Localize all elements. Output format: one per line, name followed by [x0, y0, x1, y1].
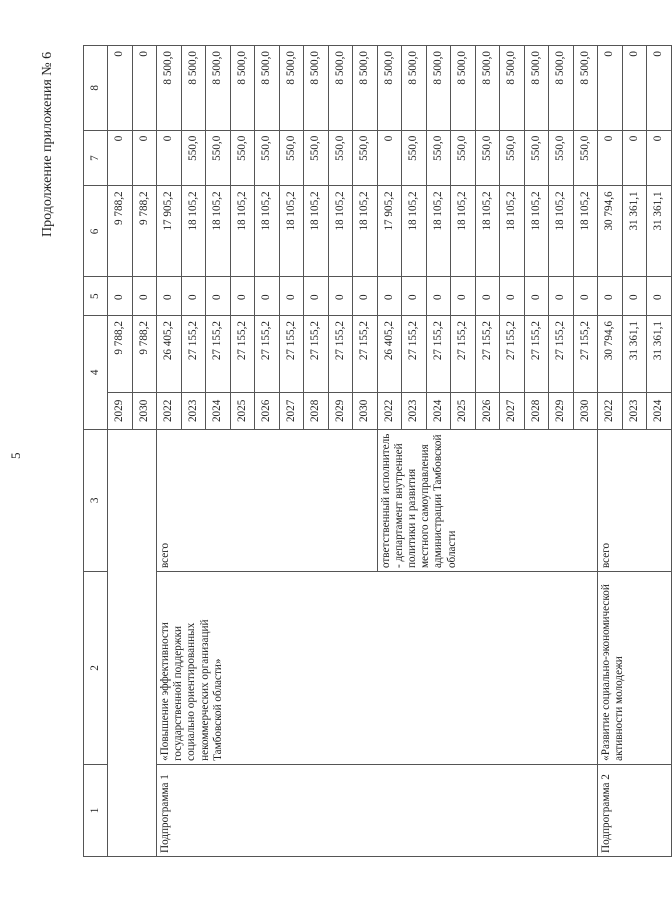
local-amount-cell: 550,0: [451, 130, 476, 186]
local-amount-cell: 550,0: [328, 130, 353, 186]
extrabudget-amount-cell: 8 500,0: [353, 46, 378, 131]
continuation-caption: Продолжение приложения № 6: [40, 51, 55, 237]
regional-amount-cell: 18 105,2: [353, 186, 378, 277]
year-cell: 2024: [206, 393, 231, 429]
extrabudget-amount-cell: 8 500,0: [255, 46, 280, 131]
year-cell: 2025: [451, 393, 476, 429]
total-amount-cell: 26 405,2: [377, 316, 402, 393]
subprogram-name: «Повышение эффективности государственной поддержки социально ориентированных некоммерческих организаций Тамбовской области»: [157, 572, 598, 765]
regional-amount-cell: 18 105,2: [549, 186, 574, 277]
total-amount-cell: 31 361,1: [622, 316, 647, 393]
header-cell: 1: [84, 764, 108, 856]
year-cell: 2027: [500, 393, 525, 429]
federal-amount-cell: 0: [181, 277, 206, 316]
year-cell: 2029: [328, 393, 353, 429]
local-amount-cell: 550,0: [353, 130, 378, 186]
regional-amount-cell: 9 788,2: [132, 186, 157, 277]
total-amount-cell: 27 155,2: [304, 316, 329, 393]
table-row: [157, 46, 182, 857]
header-cell: 7: [84, 130, 108, 186]
regional-amount-cell: 9 788,2: [108, 186, 133, 277]
regional-amount-cell: 18 105,2: [328, 186, 353, 277]
total-label: всего: [157, 429, 378, 571]
extrabudget-amount-cell: 8 500,0: [549, 46, 574, 131]
local-amount-cell: 550,0: [549, 130, 574, 186]
total-amount-cell: 27 155,2: [549, 316, 574, 393]
blank-cell: [108, 429, 157, 856]
regional-amount-cell: 18 105,2: [279, 186, 304, 277]
regional-amount-cell: 18 105,2: [255, 186, 280, 277]
local-amount-cell: 550,0: [304, 130, 329, 186]
year-cell: 2027: [279, 393, 304, 429]
extrabudget-amount-cell: 8 500,0: [402, 46, 427, 131]
regional-amount-cell: 18 105,2: [500, 186, 525, 277]
extrabudget-amount-cell: 0: [647, 46, 672, 131]
extrabudget-amount-cell: 0: [598, 46, 623, 131]
year-cell: 2029: [549, 393, 574, 429]
extrabudget-amount-cell: 0: [108, 46, 133, 131]
year-cell: 2023: [181, 393, 206, 429]
local-amount-cell: 550,0: [426, 130, 451, 186]
regional-amount-cell: 18 105,2: [181, 186, 206, 277]
regional-amount-cell: 18 105,2: [206, 186, 231, 277]
total-amount-cell: 27 155,2: [402, 316, 427, 393]
federal-amount-cell: 0: [622, 277, 647, 316]
regional-amount-cell: 31 361,1: [622, 186, 647, 277]
year-cell: 2029: [108, 393, 133, 429]
local-amount-cell: 550,0: [500, 130, 525, 186]
local-amount-cell: 550,0: [573, 130, 598, 186]
header-cell: 3: [84, 429, 108, 571]
regional-amount-cell: 17 905,2: [377, 186, 402, 277]
subprogram-label: Подпрограмма 1: [157, 764, 598, 856]
extrabudget-amount-cell: 8 500,0: [377, 46, 402, 131]
federal-amount-cell: 0: [451, 277, 476, 316]
extrabudget-amount-cell: 8 500,0: [328, 46, 353, 131]
local-amount-cell: 550,0: [255, 130, 280, 186]
total-amount-cell: 27 155,2: [328, 316, 353, 393]
federal-amount-cell: 0: [328, 277, 353, 316]
total-amount-cell: 27 155,2: [475, 316, 500, 393]
page-number: 5: [8, 452, 23, 459]
total-label: всего: [598, 429, 672, 571]
local-amount-cell: 0: [377, 130, 402, 186]
total-amount-cell: 9 788,2: [132, 316, 157, 393]
total-amount-cell: 27 155,2: [573, 316, 598, 393]
year-cell: 2024: [426, 393, 451, 429]
year-cell: 2028: [304, 393, 329, 429]
subprogram-name: «Развитие социально-экономической активности молодежи: [598, 572, 672, 765]
year-cell: 2026: [255, 393, 280, 429]
extrabudget-amount-cell: 8 500,0: [475, 46, 500, 131]
local-amount-cell: 0: [622, 130, 647, 186]
federal-amount-cell: 0: [500, 277, 525, 316]
federal-amount-cell: 0: [524, 277, 549, 316]
total-amount-cell: 27 155,2: [181, 316, 206, 393]
local-amount-cell: 550,0: [230, 130, 255, 186]
extrabudget-amount-cell: 8 500,0: [500, 46, 525, 131]
total-amount-cell: 27 155,2: [500, 316, 525, 393]
table-row: [108, 46, 133, 857]
header-cell: 6: [84, 186, 108, 277]
header-cell: 8: [84, 46, 108, 131]
regional-amount-cell: 18 105,2: [524, 186, 549, 277]
local-amount-cell: 0: [598, 130, 623, 186]
federal-amount-cell: 0: [206, 277, 231, 316]
total-amount-cell: 27 155,2: [451, 316, 476, 393]
regional-amount-cell: 31 361,1: [647, 186, 672, 277]
total-amount-cell: 27 155,2: [426, 316, 451, 393]
year-cell: 2030: [353, 393, 378, 429]
regional-amount-cell: 17 905,2: [157, 186, 182, 277]
federal-amount-cell: 0: [402, 277, 427, 316]
total-amount-cell: 27 155,2: [279, 316, 304, 393]
year-cell: 2025: [230, 393, 255, 429]
local-amount-cell: 0: [157, 130, 182, 186]
local-amount-cell: 550,0: [181, 130, 206, 186]
regional-amount-cell: 18 105,2: [573, 186, 598, 277]
federal-amount-cell: 0: [157, 277, 182, 316]
extrabudget-amount-cell: 8 500,0: [304, 46, 329, 131]
total-amount-cell: 27 155,2: [255, 316, 280, 393]
year-cell: 2023: [402, 393, 427, 429]
year-cell: 2022: [377, 393, 402, 429]
year-cell: 2026: [475, 393, 500, 429]
federal-amount-cell: 0: [475, 277, 500, 316]
extrabudget-amount-cell: 8 500,0: [181, 46, 206, 131]
extrabudget-amount-cell: 0: [132, 46, 157, 131]
year-cell: 2030: [132, 393, 157, 429]
federal-amount-cell: 0: [279, 277, 304, 316]
regional-amount-cell: 18 105,2: [304, 186, 329, 277]
table-row: [598, 46, 623, 857]
local-amount-cell: 0: [647, 130, 672, 186]
total-amount-cell: 27 155,2: [206, 316, 231, 393]
federal-amount-cell: 0: [132, 277, 157, 316]
extrabudget-amount-cell: 8 500,0: [230, 46, 255, 131]
regional-amount-cell: 18 105,2: [475, 186, 500, 277]
regional-amount-cell: 18 105,2: [426, 186, 451, 277]
year-cell: 2028: [524, 393, 549, 429]
local-amount-cell: 550,0: [402, 130, 427, 186]
local-amount-cell: 550,0: [206, 130, 231, 186]
total-amount-cell: 27 155,2: [230, 316, 255, 393]
extrabudget-amount-cell: 0: [622, 46, 647, 131]
total-amount-cell: 27 155,2: [353, 316, 378, 393]
year-cell: 2024: [647, 393, 672, 429]
total-amount-cell: 31 361,1: [647, 316, 672, 393]
extrabudget-amount-cell: 8 500,0: [426, 46, 451, 131]
extrabudget-amount-cell: 8 500,0: [157, 46, 182, 131]
year-cell: 2030: [573, 393, 598, 429]
local-amount-cell: 550,0: [279, 130, 304, 186]
federal-amount-cell: 0: [598, 277, 623, 316]
local-amount-cell: 550,0: [475, 130, 500, 186]
federal-amount-cell: 0: [353, 277, 378, 316]
year-cell: 2022: [157, 393, 182, 429]
local-amount-cell: 550,0: [524, 130, 549, 186]
federal-amount-cell: 0: [573, 277, 598, 316]
year-cell: 2023: [622, 393, 647, 429]
header-cell: 4: [84, 316, 108, 430]
federal-amount-cell: 0: [549, 277, 574, 316]
federal-amount-cell: 0: [255, 277, 280, 316]
funding-table: [83, 45, 672, 857]
federal-amount-cell: 0: [426, 277, 451, 316]
total-amount-cell: 26 405,2: [157, 316, 182, 393]
extrabudget-amount-cell: 8 500,0: [573, 46, 598, 131]
total-amount-cell: 30 794,6: [598, 316, 623, 393]
federal-amount-cell: 0: [647, 277, 672, 316]
federal-amount-cell: 0: [377, 277, 402, 316]
local-amount-cell: 0: [132, 130, 157, 186]
extrabudget-amount-cell: 8 500,0: [279, 46, 304, 131]
regional-amount-cell: 18 105,2: [230, 186, 255, 277]
extrabudget-amount-cell: 8 500,0: [524, 46, 549, 131]
regional-amount-cell: 18 105,2: [402, 186, 427, 277]
extrabudget-amount-cell: 8 500,0: [206, 46, 231, 131]
regional-amount-cell: 30 794,6: [598, 186, 623, 277]
total-amount-cell: 9 788,2: [108, 316, 133, 393]
federal-amount-cell: 0: [230, 277, 255, 316]
header-cell: 2: [84, 572, 108, 765]
federal-amount-cell: 0: [108, 277, 133, 316]
header-row: [84, 46, 108, 857]
total-amount-cell: 27 155,2: [524, 316, 549, 393]
regional-amount-cell: 18 105,2: [451, 186, 476, 277]
year-cell: 2022: [598, 393, 623, 429]
subprogram-label: Подпрограмма 2: [598, 764, 672, 856]
federal-amount-cell: 0: [304, 277, 329, 316]
extrabudget-amount-cell: 8 500,0: [451, 46, 476, 131]
header-cell: 5: [84, 277, 108, 316]
executor-label: ответственный исполнитель - департамент внутренней политики и развития местного самоуправления администрации Тамбовской области: [377, 429, 598, 571]
local-amount-cell: 0: [108, 130, 133, 186]
